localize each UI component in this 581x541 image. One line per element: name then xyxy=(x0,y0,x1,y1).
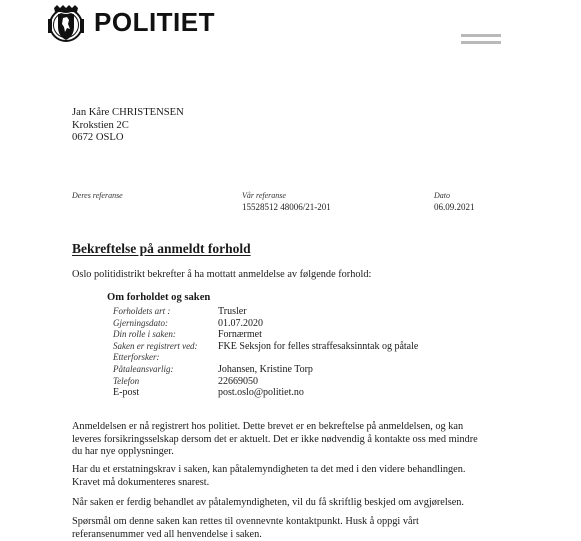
fact-label: Saken er registrert ved: xyxy=(113,341,218,353)
fact-row xyxy=(113,318,418,330)
fact-label: Telefon xyxy=(113,376,218,388)
paragraph-line: Har du et erstatningskrav i saken, kan påtalemyndigheten ta det med i den videre behandlingen. xyxy=(72,464,542,477)
dato-value: 06.09.2021 xyxy=(434,202,475,212)
var-referanse-value: 15528512 48006/21-201 xyxy=(242,202,331,212)
paragraph-line: Anmeldelsen er nå registrert hos politiet. Dette brevet er en bekreftelse på anmeldelsen, og kan xyxy=(72,421,542,434)
recipient-name: Jan Kåre CHRISTENSEN xyxy=(72,107,184,120)
paragraph-line: Kravet må dokumenteres snarest. xyxy=(72,477,542,490)
fact-value: Johansen, Kristine Torp xyxy=(218,364,313,376)
logo-wordmark: POLITIET xyxy=(94,7,215,38)
fact-label: Din rolle i saken: xyxy=(113,329,218,341)
paragraph-registered xyxy=(72,421,542,459)
deres-referanse-label: Deres referanse xyxy=(72,191,123,200)
dato-label: Dato xyxy=(434,191,450,200)
paragraph-questions xyxy=(72,516,542,541)
paragraph-compensation xyxy=(72,464,542,489)
paragraph-line: du har nye opplysninger. xyxy=(72,446,542,459)
case-facts xyxy=(113,306,418,399)
page-title: Bekreftelse på anmeldt forhold xyxy=(72,241,251,257)
fact-value: post.oslo@politiet.no xyxy=(218,387,304,399)
fact-row xyxy=(113,341,418,353)
fact-row xyxy=(113,329,418,341)
case-heading: Om forholdet og saken xyxy=(107,292,210,303)
fact-label: Påtaleansvarlig: xyxy=(113,364,218,376)
coat-of-arms-icon xyxy=(46,5,86,45)
intro-text: Oslo politidistrikt bekrefter å ha mottatt anmeldelse av følgende forhold: xyxy=(72,269,542,282)
decorative-line xyxy=(461,41,501,44)
decorative-line xyxy=(461,34,501,37)
var-referanse-label: Vår referanse xyxy=(242,191,286,200)
fact-row xyxy=(113,306,418,318)
fact-row xyxy=(113,352,418,364)
recipient-street: Krokstien 2C xyxy=(72,120,184,133)
fact-value: Fornærmet xyxy=(218,329,262,341)
fact-label: Gjerningsdato: xyxy=(113,318,218,330)
fact-value: FKE Seksjon for felles straffesaksinntak og påtale xyxy=(218,341,418,353)
paragraph-decision xyxy=(72,497,542,510)
paragraph-line: Når saken er ferdig behandlet av påtalemyndigheten, vil du få skriftlig beskjed om avgjørelsen. xyxy=(72,497,542,510)
paragraph-line: leveres forsikringsselskap dersom det er aktuelt. Det er ikke nødvendig å kontakte oss med mindre xyxy=(72,434,542,447)
fact-value: 01.07.2020 xyxy=(218,318,263,330)
fact-row xyxy=(113,364,418,376)
fact-value: Trusler xyxy=(218,306,247,318)
fact-label: Etterforsker: xyxy=(113,352,218,364)
fact-label: Forholdets art : xyxy=(113,306,218,318)
paragraph-line: Spørsmål om denne saken kan rettes til ovennevnte kontaktpunkt. Husk å oppgi vårt xyxy=(72,516,542,529)
fact-value: 22669050 xyxy=(218,376,258,388)
fact-row xyxy=(113,387,418,399)
paragraph-line: referansenummer ved all henvendelse i saken. xyxy=(72,529,542,541)
fact-row xyxy=(113,376,418,388)
recipient-address xyxy=(72,107,184,145)
fact-label: E-post xyxy=(113,387,218,399)
recipient-postal: 0672 OSLO xyxy=(72,132,184,145)
